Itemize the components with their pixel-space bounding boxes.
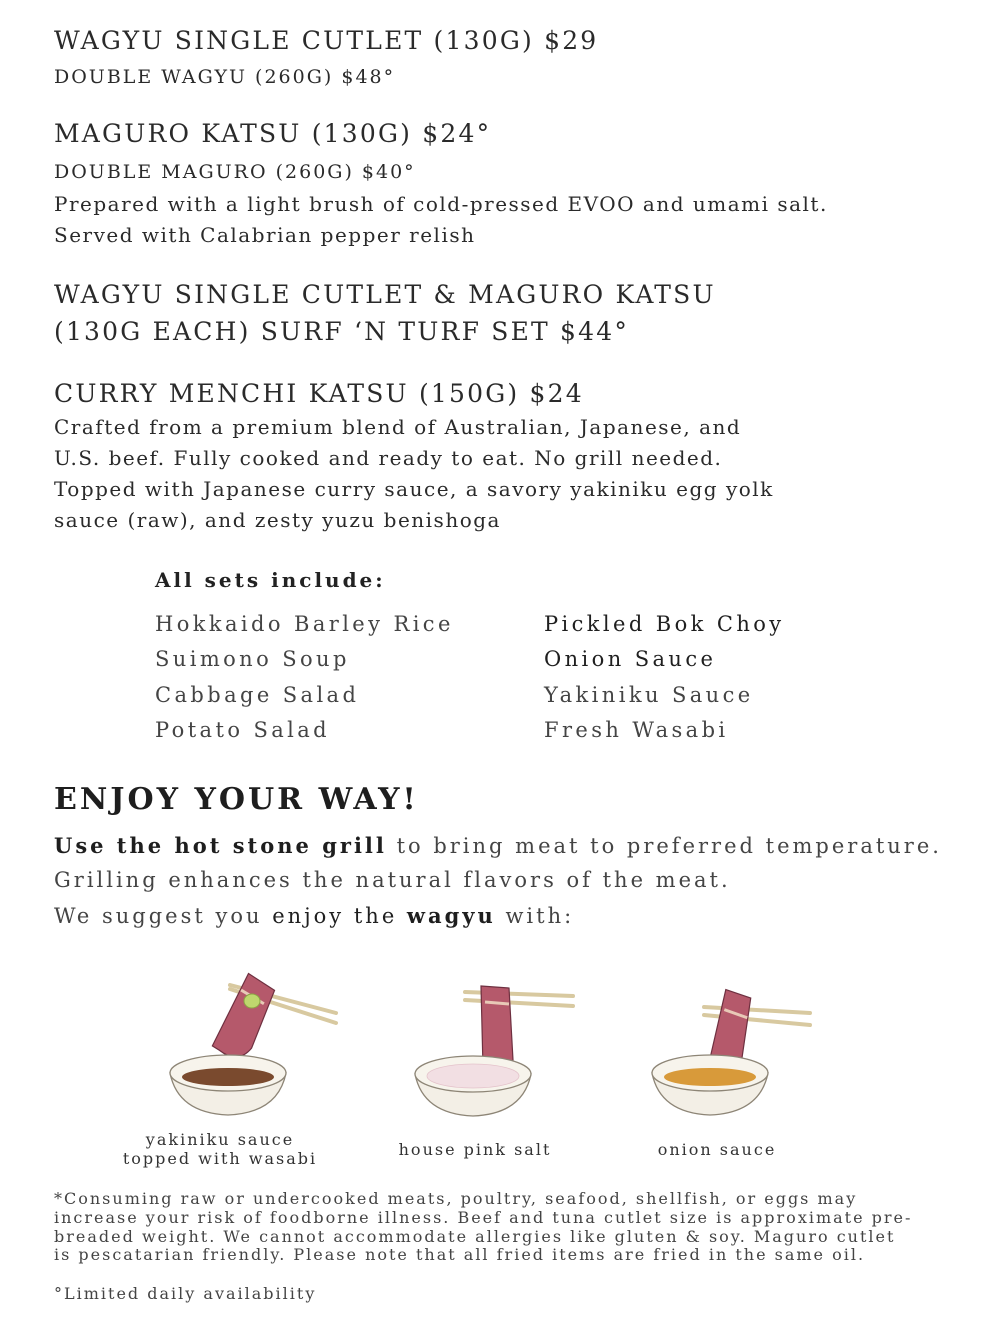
caption-pink-salt <box>375 1140 575 1159</box>
maguro-desc-line: Prepared with a light brush of cold-pressed EVOO and umami salt. <box>54 192 828 216</box>
disclaimer-line: is pescatarian friendly. Please note that all fried items are fried in the same oil. <box>54 1245 866 1265</box>
enjoy-heading: ENJOY YOUR WAY! <box>54 782 419 817</box>
maguro-title: MAGURO KATSU (130G) $24° <box>54 119 492 148</box>
wagyu-title: WAGYU SINGLE CUTLET (130G) $29 <box>54 26 599 55</box>
caption-onion-sauce <box>617 1140 817 1159</box>
menchi-desc-line: U.S. beef. Fully cooked and ready to eat. No grill needed. <box>54 446 723 470</box>
menchi-description <box>54 412 774 536</box>
enjoy-line-1-rest: to bring meat to preferred temperature. <box>386 834 942 858</box>
sets-right-list <box>544 612 785 753</box>
disclaimer-line: increase your risk of foodborne illness. Beef and tuna cutlet size is approximate pre- <box>54 1207 913 1227</box>
set-item: Potato Salad <box>155 717 331 742</box>
wagyu-emphasis: wagyu <box>406 903 496 928</box>
enjoy-line-3-d: with: <box>495 904 575 928</box>
sets-left-list <box>155 612 454 753</box>
set-item: Fresh Wasabi <box>544 717 729 742</box>
caption-line: yakiniku sauce <box>145 1130 295 1149</box>
wagyu-dip-onion-sauce-icon <box>644 985 834 1120</box>
set-item: Suimono Soup <box>155 647 350 672</box>
set-item: Hokkaido Barley Rice <box>155 612 454 636</box>
set-item: Yakiniku Sauce <box>544 682 754 707</box>
enjoy-line-1 <box>54 833 942 868</box>
maguro-desc-line: Served with Calabrian pepper relish <box>54 223 476 247</box>
double-maguro: DOUBLE MAGURO (260G) $40° <box>54 161 416 183</box>
set-item: Onion Sauce <box>544 647 717 672</box>
hot-stone-grill-emphasis: Use the hot stone grill <box>54 833 387 858</box>
maguro-description <box>54 189 828 251</box>
caption-line: onion sauce <box>657 1140 777 1159</box>
disclaimer-line: breaded weight. We cannot accommodate allergies like gluten & soy. Maguro cutlet <box>54 1226 896 1246</box>
menchi-desc-line: sauce (raw), and zesty yuzu benishoga <box>54 508 501 532</box>
availability-footnote: °Limited daily availability <box>54 1284 317 1303</box>
wagyu-dip-yakiniku-icon <box>160 965 350 1120</box>
disclaimer-line: *Consuming raw or undercooked meats, poultry, seafood, shellfish, or eggs may <box>54 1189 858 1208</box>
caption-line: house pink salt <box>398 1140 552 1159</box>
set-item: Cabbage Salad <box>155 682 360 707</box>
surf-title-line-1: WAGYU SINGLE CUTLET & MAGURO KATSU <box>54 280 716 309</box>
pink-salt <box>427 1064 519 1088</box>
enjoy-line-2: Grilling enhances the natural flavors of the meat. <box>54 868 731 892</box>
wagyu-dip-pink-salt-icon <box>405 980 595 1120</box>
menchi-desc-line: Crafted from a premium blend of Australian, Japanese, and <box>54 415 742 439</box>
menchi-title: CURRY MENCHI KATSU (150G) $24 <box>54 379 584 408</box>
caption-yakiniku <box>120 1130 320 1168</box>
enjoy-line-3 <box>54 903 942 938</box>
set-item: Pickled Bok Choy <box>544 612 785 636</box>
menchi-desc-line: Topped with Japanese curry sauce, a savory yakiniku egg yolk <box>54 477 774 501</box>
enjoy-line-3-b: enjoy the <box>272 904 407 928</box>
sets-heading: All sets include: <box>155 568 386 592</box>
disclaimer <box>54 1190 912 1265</box>
enjoy-line-3-a: We suggest you <box>54 904 273 928</box>
onion-sauce <box>664 1068 756 1086</box>
double-wagyu: DOUBLE WAGYU (260G) $48° <box>54 66 396 88</box>
enjoy-text <box>54 833 942 938</box>
yakiniku-sauce <box>182 1068 274 1086</box>
caption-line: topped with wasabi <box>122 1149 318 1168</box>
surf-title-line-2: (130G EACH) SURF ‘N TURF SET $44° <box>54 317 630 346</box>
